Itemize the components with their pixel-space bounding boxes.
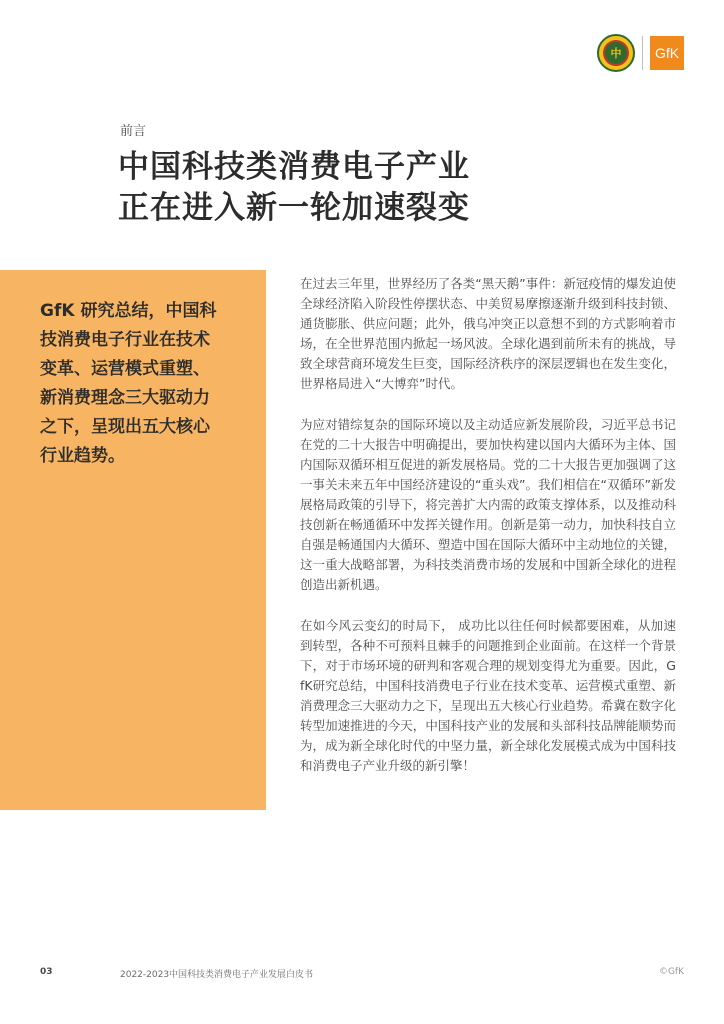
title-line-2: 正在进入新一轮加速裂变 — [118, 190, 470, 226]
footer-copyright: ©GfK — [658, 967, 684, 977]
summary-line: 新消费理念三大驱动力 — [40, 388, 210, 408]
page-title — [118, 147, 470, 229]
summary-line: GfK 研究总结，中国科 — [40, 301, 217, 321]
header-logos — [597, 34, 684, 72]
logo-divider — [642, 36, 643, 70]
page-number: 03 — [40, 967, 53, 977]
summary-line: 技消费电子行业在技术 — [40, 330, 210, 350]
paragraph-3: 在如今风云变幻的时局下， 成功比以往任何时候都要困难，从加速到转型，各种不可预料且棘手的问题推到企业面前。在这样一个背景下，对于市场环境的研判和客观合理的规划变得尤为重要。因此，GfK研究总结，中国科技消费电子行业在技术变革、运营模式重塑、新消费理念三大驱动力之下，呈现出五大核心行业趋势。希冀在数字化转型加速推进的今天，中国科技产业的发展和头部科技品牌能顺势而为，成为新全球化时代的中坚力量，新全球化发展模式成为中国科技和消费电子产业升级的新引擎！ — [300, 618, 676, 773]
body-text — [300, 274, 676, 797]
summary-text — [40, 297, 236, 471]
partner-seal-logo — [597, 34, 635, 72]
footer-doc-title: 2022-2023中国科技类消费电子产业发展白皮书 — [120, 970, 314, 980]
title-line-1: 中国科技类消费电子产业 — [118, 149, 470, 185]
paragraph-2: 为应对错综复杂的国际环境以及主动适应新发展阶段，习近平总书记在党的二十大报告中明确提出，要加快构建以国内大循环为主体、国内国际双循环相互促进的新发展格局。党的二十大报告更加强调了这一事关未来五年中国经济建设的“重头戏”。我们相信在“双循环”新发展格局政策的引导下，将完善扩大内需的政策支撑体系，以及推动科技创新在畅通循环中发挥关键作用。创新是第一动力，加快科技自立自强是畅通国内大循环、塑造中国在国际大循环中主动地位的关键，这一重大战略部署，为科技类消费市场的发展和中国新全球化的进程创造出新机遇。 — [300, 417, 676, 592]
section-label: 前言 — [120, 124, 147, 139]
paragraph-1: 在过去三年里，世界经历了各类“黑天鹅”事件：新冠疫情的爆发迫使全球经济陷入阶段性停摆状态、中美贸易摩擦逐渐升级到科技封锁、通货膨胀、供应问题；此外，俄乌冲突正以意想不到的方式影响着市场，在全世界范围内掀起一场风波。全球化遇到前所未有的挑战，导致全球营商环境发生巨变，国际经济秩序的深层逻辑也在发生变化，世界格局进入“大博弈”时代。 — [300, 276, 676, 391]
gfk-logo: GfK — [650, 36, 684, 70]
partner-seal-inner: 中 — [603, 40, 629, 66]
summary-line: 变革、运营模式重塑、 — [40, 359, 210, 379]
summary-line: 行业趋势。 — [40, 446, 125, 466]
summary-line: 之下，呈现出五大核心 — [40, 417, 210, 437]
